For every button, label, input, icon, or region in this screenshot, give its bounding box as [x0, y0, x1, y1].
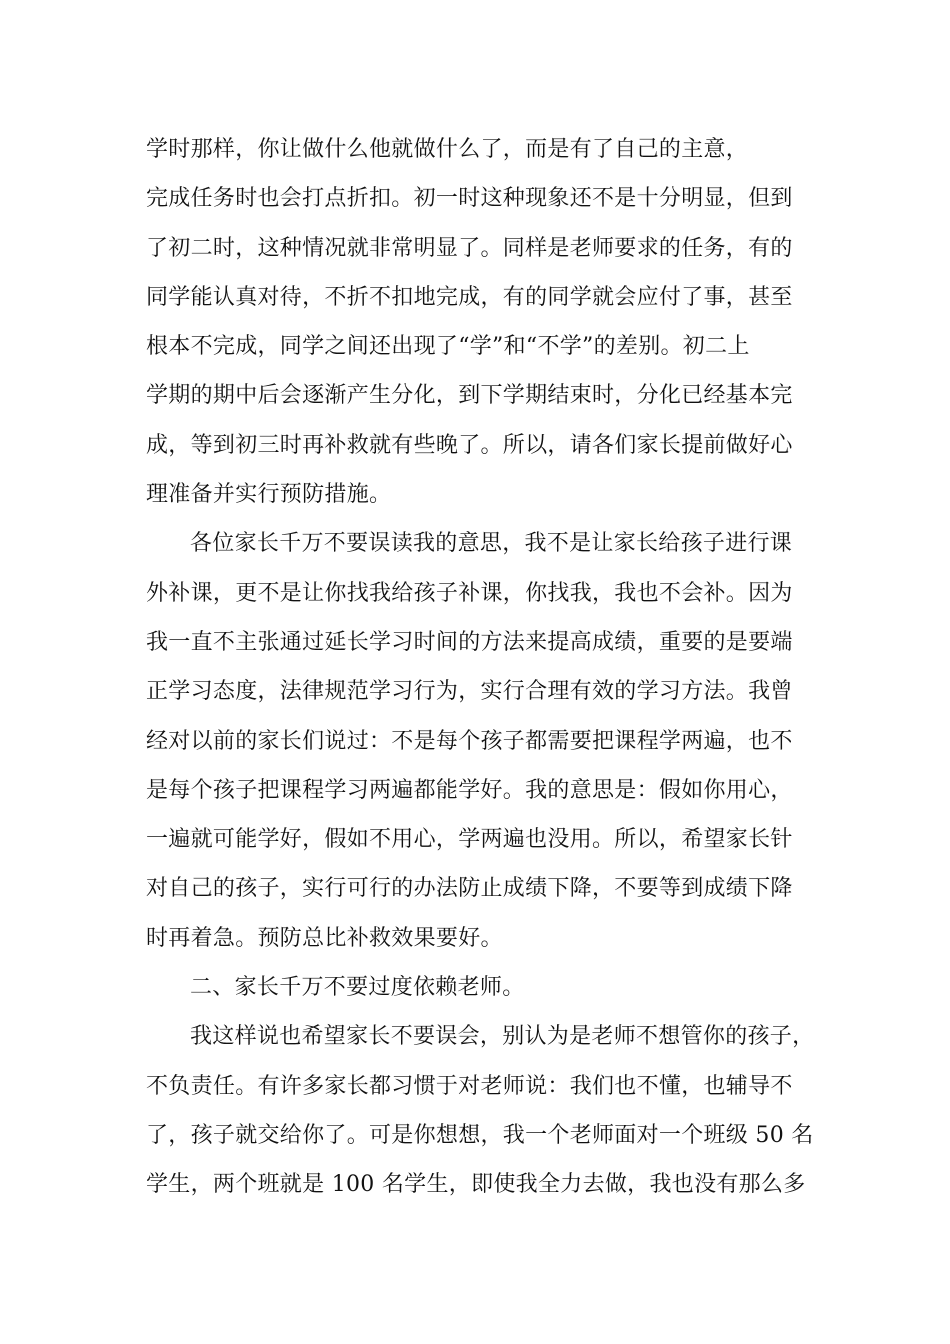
text-line: 外补课，更不是让你找我给孩子补课，你找我，我也不会补。因为 — [146, 580, 793, 606]
text-line: 一遍就可能学好，假如不用心，学两遍也没用。所以，希望家长针 — [146, 827, 793, 853]
text-line: 根本不完成，同学之间还出现了“学”和“不学”的差别。初二上 — [146, 334, 750, 360]
text-line: 理准备并实行预防措施。 — [146, 482, 392, 508]
paragraph-first-line: 我这样说也希望家长不要误会，别认为是老师不想管你的孩子， — [190, 1024, 815, 1050]
text-line: 成，等到初三时再补救就有些晚了。所以，请各们家长提前做好心 — [146, 432, 793, 458]
section-heading: 二、家长千万不要过度依赖老师。 — [190, 975, 525, 1001]
text-line: 时再着急。预防总比补救效果要好。 — [146, 925, 503, 951]
text-line: 学期的期中后会逐渐产生分化，到下学期结束时，分化已经基本完 — [146, 383, 793, 409]
text-line: 学时那样，你让做什么他就做什么了，而是有了自己的主意， — [146, 137, 749, 162]
text-line: 是每个孩子把课程学习两遍都能学好。我的意思是：假如你用心， — [146, 777, 793, 803]
text-line: 我一直不主张通过延长学习时间的方法来提高成绩，重要的是要端 — [146, 629, 793, 655]
text-line: 经对以前的家长们说过：不是每个孩子都需要把课程学两遍，也不 — [146, 728, 793, 754]
text-line: 了初二时，这种情况就非常明显了。同样是老师要求的任务，有的 — [146, 235, 793, 261]
text-line: 了，孩子就交给你了。可是你想想，我一个老师面对一个班级 50 名 — [146, 1122, 814, 1148]
text-line: 完成任务时也会打点折扣。初一时这种现象还不是十分明显，但到 — [146, 186, 793, 212]
document-body — [146, 128, 836, 1213]
text-line: 学生，两个班就是 100 名学生，即使我全力去做，我也没有那么多 — [146, 1172, 806, 1198]
text-line: 正学习态度，法律规范学习行为，实行合理有效的学习方法。我曾 — [146, 679, 793, 705]
paragraph-first-line: 各位家长千万不要误读我的意思，我不是让家长给孩子进行课 — [190, 531, 793, 557]
text-line: 对自己的孩子，实行可行的办法防止成绩下降，不要等到成绩下降 — [146, 876, 793, 902]
text-line: 同学能认真对待，不折不扣地完成，有的同学就会应付了事，甚至 — [146, 284, 793, 310]
text-line: 不负责任。有许多家长都习惯于对老师说：我们也不懂，也辅导不 — [146, 1073, 793, 1099]
